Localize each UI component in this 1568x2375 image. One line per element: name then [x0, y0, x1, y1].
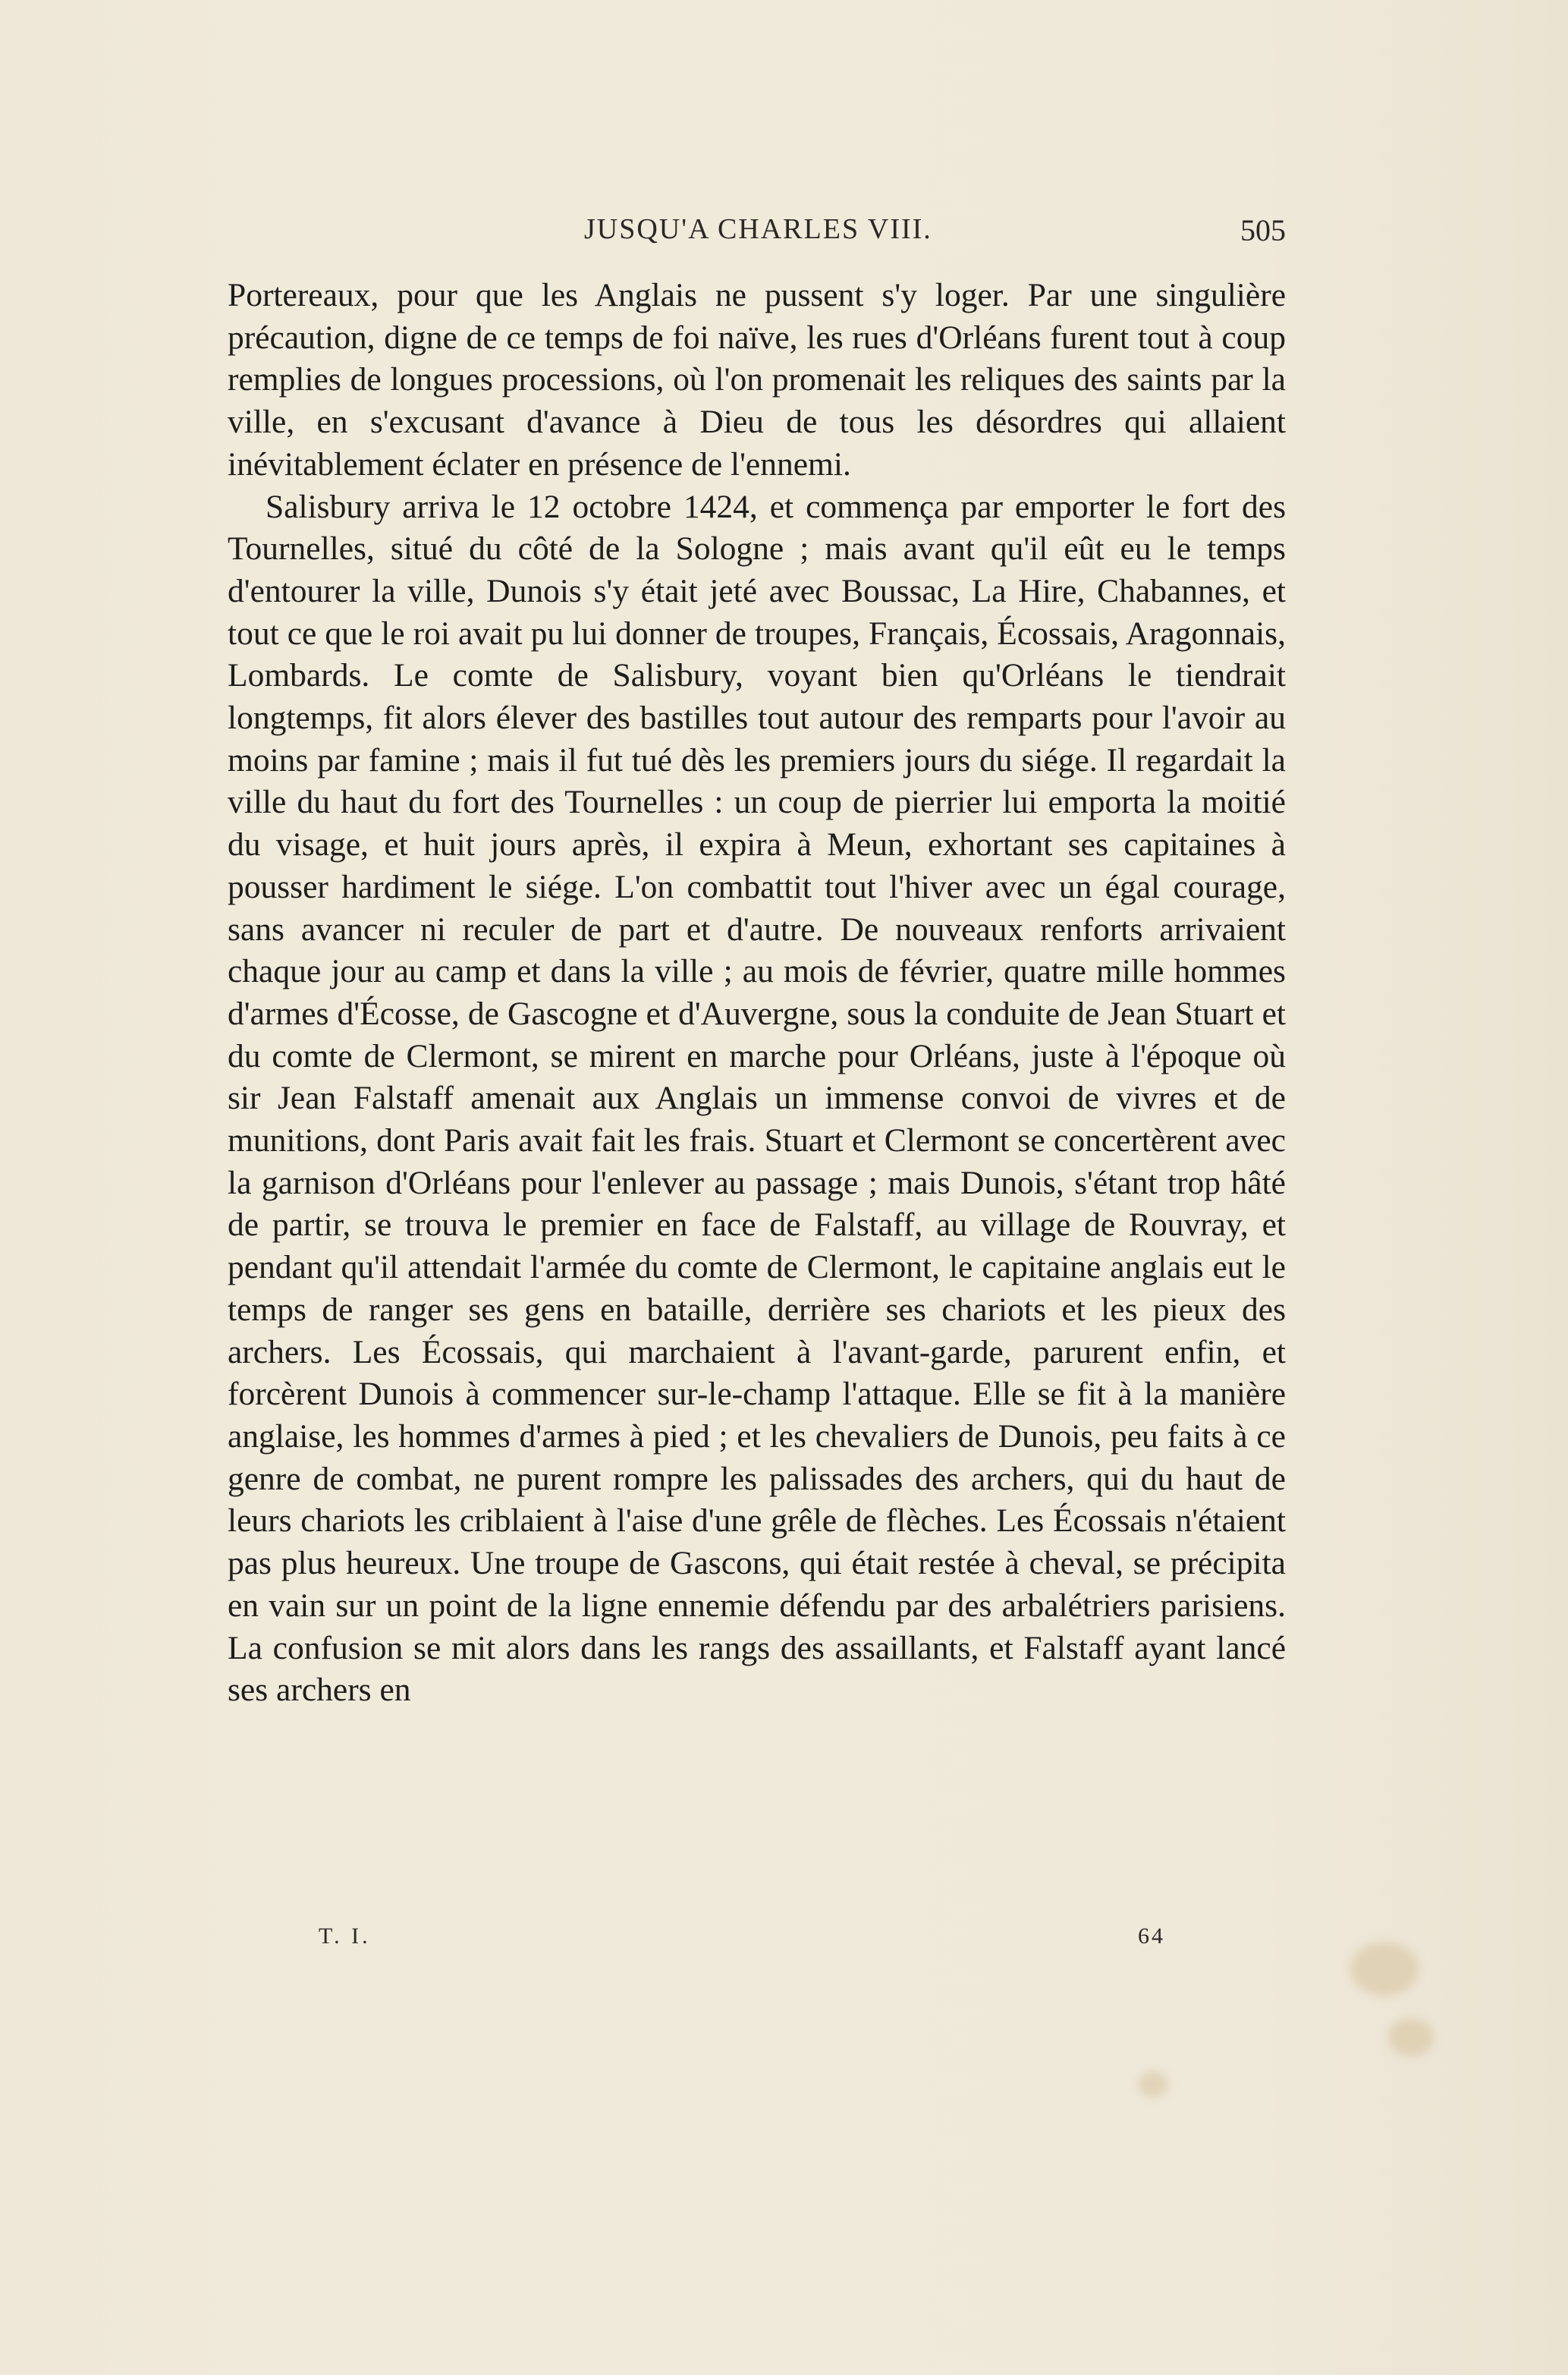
- paragraph: Salisbury arriva le 12 octobre 1424, et commença par emporter le fort des Tournelles, situé du côté de la Sologne ; mais avant qu'il eût eu le temps d'entourer la ville, Dunois s'y était jeté avec Boussac, La Hire, Chabannes, et tout ce que le roi avait pu lui donner de troupes, Français, Écossais, Aragonnais, Lombards. Le comte de Salisbury, voyant bien qu'Orléans le tiendrait longtemps, fit alors élever des bastilles tout autour des remparts pour l'avoir au moins par famine ; mais il fut tué dès les premiers jours du siége. Il regardait la ville du haut du fort des Tournelles : un coup de pierrier lui emporta la moitié du visage, et huit jours après, il expira à Meun, exhortant ses capitaines à pousser hardiment le siége. L'on combattit tout l'hiver avec un égal courage, sans avancer ni reculer de part et d'autre. De nouveaux renforts arrivaient chaque jour au camp et dans la ville ; au mois de février, quatre mille hommes d'armes d'Écosse, de Gascogne et d'Auvergne, sous la conduite de Jean Stuart et du comte de Clermont, se mirent en marche pour Orléans, juste à l'époque où sir Jean Falstaff amenait aux Anglais un immense convoi de vivres et de munitions, dont Paris avait fait les frais. Stuart et Clermont se concertèrent avec la garnison d'Orléans pour l'enlever au passage ; mais Dunois, s'étant trop hâté de partir, se trouva le premier en face de Falstaff, au village de Rouvray, et pendant qu'il attendait l'armée du comte de Clermont, le capitaine anglais eut le temps de ranger ses gens en bataille, derrière ses chariots et les pieux des archers. Les Écossais, qui marchaient à l'avant-garde, parurent enfin, et forcèrent Dunois à commencer sur-le-champ l'attaque. Elle se fit à la manière anglaise, les hommes d'armes à pied ; et les chevaliers de Dunois, peu faits à ce genre de combat, ne purent rompre les palissades des archers, qui du haut de leurs chariots les criblaient à l'aise d'une grêle de flèches. Les Écossais n'étaient pas plus heureux. Une troupe de Gascons, qui était restée à cheval, se précipita en vain sur un point de la ligne ennemie défendu par des arbalétriers parisiens. La confusion se mit alors dans les rangs des assaillants, et Falstaff ayant lancé ses archers en: [228, 488, 1286, 1709]
- paper-stain: [1388, 2018, 1434, 2056]
- page-number: 505: [1240, 213, 1286, 247]
- paragraph: Portereaux, pour que les Anglais ne pussent s'y loger. Par une singulière précaution, digne de ce temps de foi naïve, les rues d'Orléans furent tout à coup remplies de longues processions, où l'on promenait les reliques des saints par la ville, en s'excusant d'avance à Dieu de tous les désordres qui allaient inévitablement éclater en présence de l'ennemi.: [228, 277, 1286, 483]
- paper-stain: [1138, 2071, 1168, 2097]
- body-text: [228, 275, 1286, 1712]
- page-footer: [228, 1924, 1286, 1954]
- sheet-number: 64: [1138, 1924, 1165, 1949]
- page-header: [228, 212, 1286, 252]
- paper-stain: [1350, 1942, 1419, 1996]
- running-title: JUSQU'A CHARLES VIII.: [584, 213, 932, 245]
- volume-signature: T. I.: [319, 1924, 371, 1949]
